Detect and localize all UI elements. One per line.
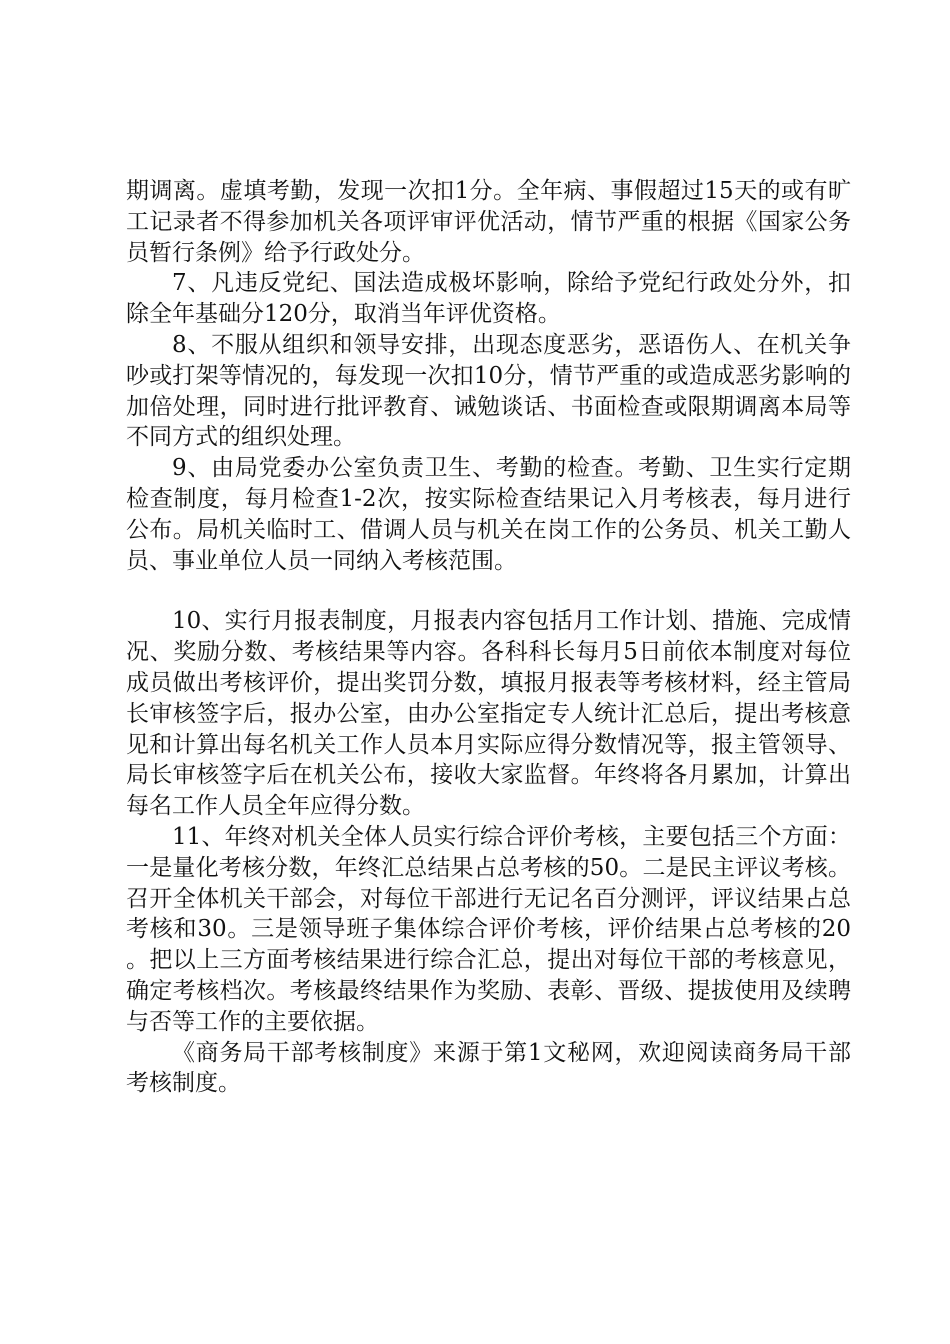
document-body	[126, 176, 851, 1099]
paragraph-continuation: 期调离。虚填考勤，发现一次扣1分。全年病、事假超过15天的或有旷工记录者不得参加机关各项评审评优活动，情节严重的根据《国家公务员暂行条例》给予行政处分。	[126, 178, 851, 266]
paragraph-item-9: 9、由局党委办公室负责卫生、考勤的检查。考勤、卫生实行定期检查制度，每月检查1-2次，按实际检查结果记入月考核表，每月进行公布。局机关临时工、借调人员与机关在岗工作的公务员、机关工勤人员、事业单位人员一同纳入考核范围。	[126, 455, 851, 574]
paragraph-item-7: 7、凡违反党纪、国法造成极坏影响，除给予党纪行政处分外，扣除全年基础分120分，取消当年评优资格。	[126, 270, 851, 328]
paragraph-item-8: 8、不服从组织和领导安排，出现态度恶劣，恶语伤人、在机关争吵或打架等情况的，每发现一次扣10分，情节严重的或造成恶劣影响的加倍处理，同时进行批评教育、诫勉谈话、书面检查或限期调离本局等不同方式的组织处理。	[126, 331, 851, 451]
paragraph-source-note: 《商务局干部考核制度》来源于第1文秘网，欢迎阅读商务局干部考核制度。	[126, 1039, 851, 1097]
paragraph-item-11: 11、年终对机关全体人员实行综合评价考核，主要包括三个方面：一是量化考核分数，年终汇总结果占总考核的50。二是民主评议考核。召开全体机关干部会，对每位干部进行无记名百分测评，评议结果占总考核和30。三是领导班子集体综合评价考核，评价结果占总考核的20。把以上三方面考核结果进行综合汇总，提出对每位干部的考核意见，确定考核档次。考核最终结果作为奖励、表彰、晋级、提拔使用及续聘与否等工作的主要依据。	[126, 823, 851, 1035]
paragraph-item-10: 10、实行月报表制度，月报表内容包括月工作计划、措施、完成情况、奖励分数、考核结果等内容。各科科长每月5日前依本制度对每位成员做出考核评价，提出奖罚分数，填报月报表等考核材料，经主管局长审核签字后，报办公室，由办公室指定专人统计汇总后，提出考核意见和计算出每名机关工作人员本月实际应得分数情况等，报主管领导、局长审核签字后在机关公布，接收大家监督。年终将各月累加，计算出每名工作人员全年应得分数。	[126, 608, 851, 820]
